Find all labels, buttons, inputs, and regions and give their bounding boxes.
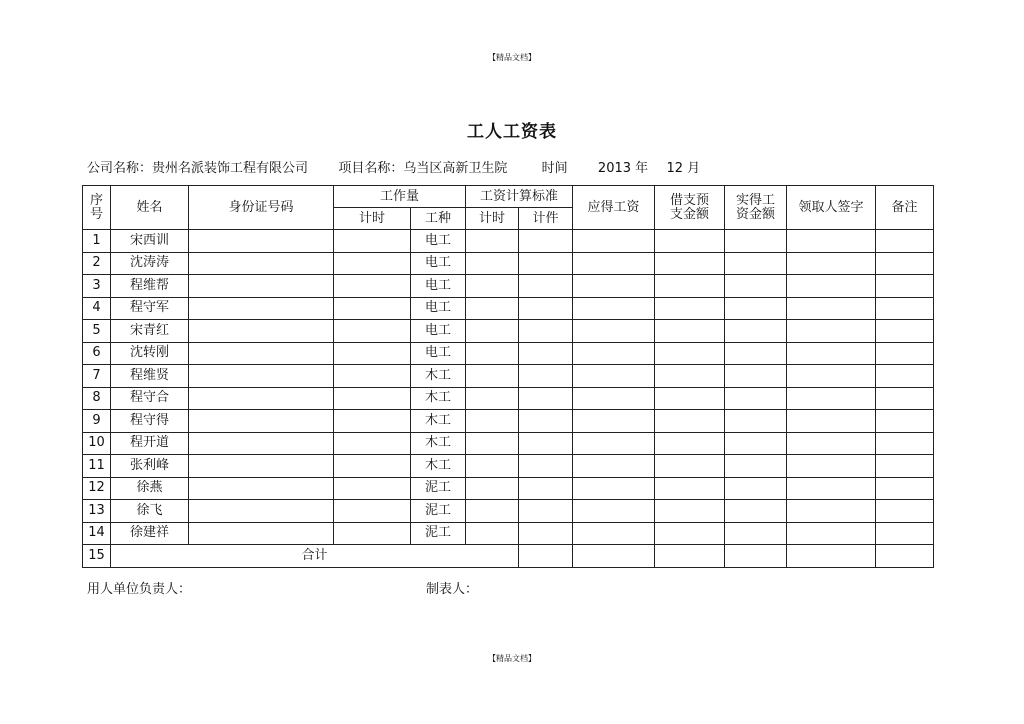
wage-piece-cell xyxy=(519,230,573,253)
workload-time-cell xyxy=(334,522,411,545)
remark-cell xyxy=(876,522,934,545)
header-remark: 备注 xyxy=(876,186,934,230)
cell xyxy=(876,545,934,568)
table-row xyxy=(83,230,934,253)
wage-time-cell xyxy=(466,477,519,500)
maker-label: 制表人： xyxy=(426,582,479,597)
payable-cell xyxy=(573,522,655,545)
id-cell xyxy=(189,387,334,410)
workload-time-cell xyxy=(334,342,411,365)
name-cell: 沈涛涛 xyxy=(111,252,189,275)
header-seq-line2: 号 xyxy=(89,206,103,222)
wage-piece-cell xyxy=(519,387,573,410)
payable-cell xyxy=(573,410,655,433)
work-type-cell: 泥工 xyxy=(411,477,466,500)
header-wage-piece: 计件 xyxy=(519,208,573,230)
table-row xyxy=(83,500,934,523)
table-body xyxy=(83,230,934,545)
wage-piece-cell xyxy=(519,365,573,388)
payable-cell xyxy=(573,230,655,253)
signature-cell xyxy=(787,500,876,523)
remark-cell xyxy=(876,252,934,275)
actual-cell xyxy=(725,477,787,500)
name-cell: 程开道 xyxy=(111,432,189,455)
name-cell: 张利峰 xyxy=(111,455,189,478)
seq-cell: 2 xyxy=(83,252,111,275)
wage-time-cell xyxy=(466,252,519,275)
advance-cell xyxy=(655,320,725,343)
seq-cell: 6 xyxy=(83,342,111,365)
remark-cell xyxy=(876,275,934,298)
work-type-cell: 木工 xyxy=(411,432,466,455)
advance-cell xyxy=(655,455,725,478)
wage-piece-cell xyxy=(519,297,573,320)
time-label: 时间 xyxy=(541,161,568,176)
seq-cell: 1 xyxy=(83,230,111,253)
remark-cell xyxy=(876,297,934,320)
id-cell xyxy=(189,455,334,478)
work-type-cell: 木工 xyxy=(411,410,466,433)
wage-time-cell xyxy=(466,410,519,433)
year-unit: 年 xyxy=(635,161,649,176)
id-cell xyxy=(189,275,334,298)
name-cell: 徐飞 xyxy=(111,500,189,523)
wage-time-cell xyxy=(466,365,519,388)
name-cell: 程维贤 xyxy=(111,365,189,388)
cell xyxy=(573,545,655,568)
payable-cell xyxy=(573,297,655,320)
advance-cell xyxy=(655,230,725,253)
work-type-cell: 泥工 xyxy=(411,500,466,523)
wage-piece-cell xyxy=(519,252,573,275)
info-line xyxy=(87,157,700,176)
seq-cell: 3 xyxy=(83,275,111,298)
actual-cell xyxy=(725,365,787,388)
advance-cell xyxy=(655,522,725,545)
advance-cell xyxy=(655,387,725,410)
work-type-cell: 木工 xyxy=(411,365,466,388)
wage-time-cell xyxy=(466,230,519,253)
work-type-cell: 木工 xyxy=(411,387,466,410)
month-unit: 月 xyxy=(687,161,701,176)
work-type-cell: 电工 xyxy=(411,275,466,298)
payable-cell xyxy=(573,320,655,343)
work-type-cell: 电工 xyxy=(411,320,466,343)
header-workload-time: 计时 xyxy=(334,208,411,230)
actual-cell xyxy=(725,522,787,545)
advance-cell xyxy=(655,342,725,365)
header-workload-type: 工种 xyxy=(411,208,466,230)
header-actual-line2: 资金额 xyxy=(736,206,776,222)
work-type-cell: 电工 xyxy=(411,230,466,253)
actual-cell xyxy=(725,432,787,455)
header-advance-line2: 支金额 xyxy=(670,206,710,222)
actual-cell xyxy=(725,275,787,298)
work-type-cell: 泥工 xyxy=(411,522,466,545)
seq-cell: 4 xyxy=(83,297,111,320)
workload-time-cell xyxy=(334,455,411,478)
signature-cell xyxy=(787,275,876,298)
payable-cell xyxy=(573,455,655,478)
payable-cell xyxy=(573,387,655,410)
remark-cell xyxy=(876,365,934,388)
remark-cell xyxy=(876,432,934,455)
remark-cell xyxy=(876,342,934,365)
name-cell: 宋西训 xyxy=(111,230,189,253)
advance-cell xyxy=(655,500,725,523)
header-row-1 xyxy=(83,186,934,208)
wage-piece-cell xyxy=(519,432,573,455)
cell xyxy=(519,545,573,568)
payable-cell xyxy=(573,252,655,275)
id-cell xyxy=(189,320,334,343)
name-cell: 程守得 xyxy=(111,410,189,433)
name-cell: 沈转刚 xyxy=(111,342,189,365)
workload-time-cell xyxy=(334,477,411,500)
table-row xyxy=(83,477,934,500)
workload-time-cell xyxy=(334,297,411,320)
signature-cell xyxy=(787,432,876,455)
wage-time-cell xyxy=(466,432,519,455)
actual-cell xyxy=(725,230,787,253)
workload-time-cell xyxy=(334,365,411,388)
wage-time-cell xyxy=(466,500,519,523)
cell xyxy=(725,545,787,568)
advance-cell xyxy=(655,432,725,455)
id-cell xyxy=(189,365,334,388)
table-row xyxy=(83,297,934,320)
year-value: 2013 xyxy=(597,161,632,176)
wage-piece-cell xyxy=(519,320,573,343)
payable-cell xyxy=(573,432,655,455)
project-label: 项目名称： xyxy=(338,161,404,176)
name-cell: 徐建祥 xyxy=(111,522,189,545)
workload-time-cell xyxy=(334,275,411,298)
seq-cell: 13 xyxy=(83,500,111,523)
footer-tag: 【精品文档】 xyxy=(488,654,536,663)
header-payable: 应得工资 xyxy=(573,186,655,230)
wage-piece-cell xyxy=(519,275,573,298)
cell xyxy=(655,545,725,568)
header-actual xyxy=(725,186,787,230)
wage-piece-cell xyxy=(519,342,573,365)
advance-cell xyxy=(655,365,725,388)
workload-time-cell xyxy=(334,500,411,523)
workload-time-cell xyxy=(334,432,411,455)
table-row xyxy=(83,522,934,545)
payable-cell xyxy=(573,342,655,365)
wage-table xyxy=(82,185,934,568)
payable-cell xyxy=(573,275,655,298)
wage-time-cell xyxy=(466,320,519,343)
wage-time-cell xyxy=(466,387,519,410)
signature-cell xyxy=(787,320,876,343)
table-row xyxy=(83,342,934,365)
work-type-cell: 电工 xyxy=(411,297,466,320)
id-cell xyxy=(189,432,334,455)
table-row xyxy=(83,365,934,388)
workload-time-cell xyxy=(334,252,411,275)
remark-cell xyxy=(876,500,934,523)
header-advance-line1: 借支预 xyxy=(670,192,710,208)
remark-cell xyxy=(876,320,934,343)
wage-piece-cell xyxy=(519,522,573,545)
wage-piece-cell xyxy=(519,500,573,523)
wage-piece-cell xyxy=(519,410,573,433)
table-row xyxy=(83,275,934,298)
payable-cell xyxy=(573,477,655,500)
actual-cell xyxy=(725,297,787,320)
actual-cell xyxy=(725,455,787,478)
signature-cell xyxy=(787,455,876,478)
actual-cell xyxy=(725,342,787,365)
seq-cell: 9 xyxy=(83,410,111,433)
company-name: 贵州名派装饰工程有限公司 xyxy=(152,161,309,176)
seq-cell: 5 xyxy=(83,320,111,343)
payable-cell xyxy=(573,500,655,523)
signature-cell xyxy=(787,477,876,500)
seq-cell: 11 xyxy=(83,455,111,478)
signature-cell xyxy=(787,230,876,253)
payable-cell xyxy=(573,365,655,388)
id-cell xyxy=(189,410,334,433)
workload-time-cell xyxy=(334,230,411,253)
table-row xyxy=(83,252,934,275)
total-seq: 15 xyxy=(83,545,111,568)
header-signature: 领取人签字 xyxy=(787,186,876,230)
workload-time-cell xyxy=(334,387,411,410)
signature-cell xyxy=(787,522,876,545)
cell xyxy=(787,545,876,568)
actual-cell xyxy=(725,500,787,523)
header-wage-time: 计时 xyxy=(466,208,519,230)
remark-cell xyxy=(876,477,934,500)
header-wage-standard: 工资计算标准 xyxy=(466,186,573,208)
advance-cell xyxy=(655,477,725,500)
seq-cell: 8 xyxy=(83,387,111,410)
project-name: 乌当区高新卫生院 xyxy=(403,161,508,176)
page-title: 工人工资表 xyxy=(467,122,557,142)
id-cell xyxy=(189,500,334,523)
signature-cell xyxy=(787,365,876,388)
wage-piece-cell xyxy=(519,455,573,478)
signature-cell xyxy=(787,410,876,433)
seq-cell: 10 xyxy=(83,432,111,455)
name-cell: 程守军 xyxy=(111,297,189,320)
header-workload: 工作量 xyxy=(334,186,466,208)
wage-time-cell xyxy=(466,275,519,298)
actual-cell xyxy=(725,410,787,433)
advance-cell xyxy=(655,275,725,298)
actual-cell xyxy=(725,252,787,275)
signature-cell xyxy=(787,342,876,365)
remark-cell xyxy=(876,230,934,253)
work-type-cell: 电工 xyxy=(411,342,466,365)
id-cell xyxy=(189,252,334,275)
seq-cell: 12 xyxy=(83,477,111,500)
workload-time-cell xyxy=(334,320,411,343)
total-row xyxy=(83,545,934,568)
work-type-cell: 电工 xyxy=(411,252,466,275)
advance-cell xyxy=(655,297,725,320)
header-id-number: 身份证号码 xyxy=(189,186,334,230)
id-cell xyxy=(189,522,334,545)
header-actual-line1: 实得工 xyxy=(736,192,776,208)
header-seq-line1: 序 xyxy=(89,192,103,208)
seq-cell: 14 xyxy=(83,522,111,545)
actual-cell xyxy=(725,320,787,343)
remark-cell xyxy=(876,387,934,410)
wage-time-cell xyxy=(466,455,519,478)
company-label: 公司名称： xyxy=(87,161,153,176)
wage-time-cell xyxy=(466,297,519,320)
id-cell xyxy=(189,477,334,500)
actual-cell xyxy=(725,387,787,410)
wage-time-cell xyxy=(466,342,519,365)
seq-cell: 7 xyxy=(83,365,111,388)
wage-time-cell xyxy=(466,522,519,545)
name-cell: 徐燕 xyxy=(111,477,189,500)
signature-cell xyxy=(787,387,876,410)
remark-cell xyxy=(876,455,934,478)
table-row xyxy=(83,320,934,343)
table-row xyxy=(83,455,934,478)
table-row xyxy=(83,387,934,410)
header-tag: 【精品文档】 xyxy=(488,53,536,62)
name-cell: 宋青红 xyxy=(111,320,189,343)
wage-piece-cell xyxy=(519,477,573,500)
signature-cell xyxy=(787,252,876,275)
header-name: 姓名 xyxy=(111,186,189,230)
responsible-label: 用人单位负责人： xyxy=(87,582,192,597)
id-cell xyxy=(189,342,334,365)
total-label: 合计 xyxy=(111,545,519,568)
table-row xyxy=(83,410,934,433)
advance-cell xyxy=(655,410,725,433)
name-cell: 程守合 xyxy=(111,387,189,410)
header-advance xyxy=(655,186,725,230)
remark-cell xyxy=(876,410,934,433)
workload-time-cell xyxy=(334,410,411,433)
id-cell xyxy=(189,230,334,253)
id-cell xyxy=(189,297,334,320)
name-cell: 程维帮 xyxy=(111,275,189,298)
advance-cell xyxy=(655,252,725,275)
work-type-cell: 木工 xyxy=(411,455,466,478)
table-row xyxy=(83,432,934,455)
month-value: 12 xyxy=(666,161,683,176)
header-seq xyxy=(83,186,111,230)
signature-cell xyxy=(787,297,876,320)
